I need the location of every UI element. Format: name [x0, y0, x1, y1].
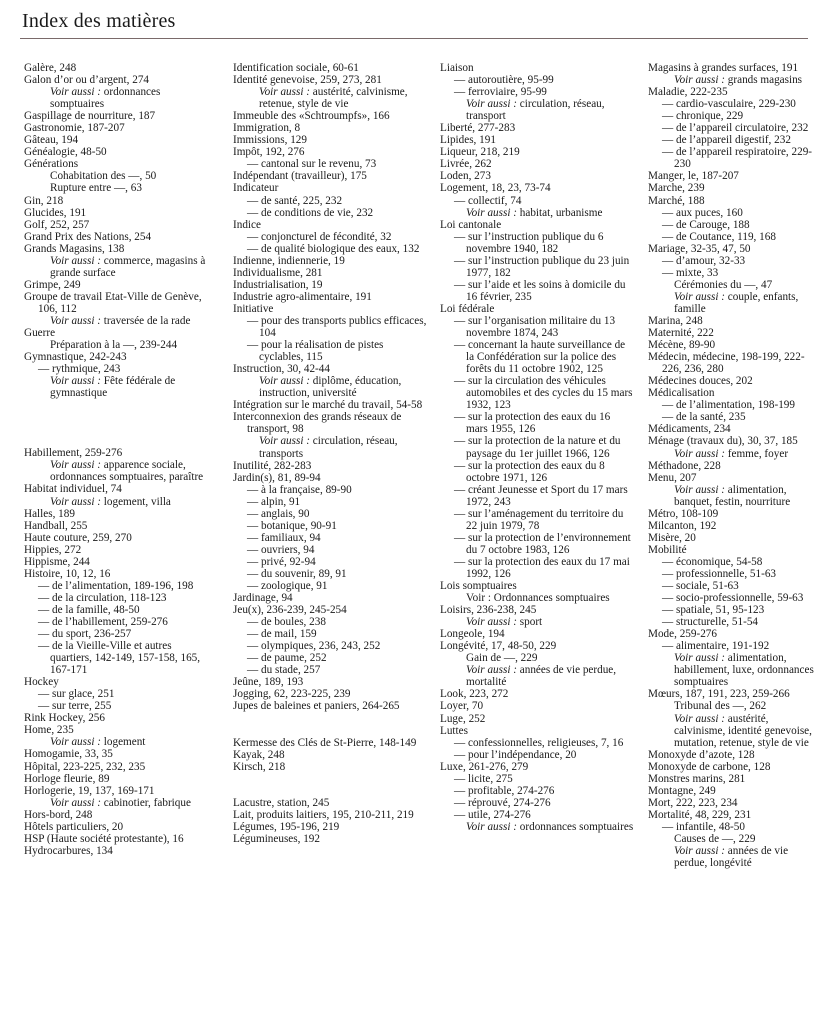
- index-entry: Kirsch, 218: [233, 760, 286, 773]
- index-entry: — aux puces, 160: [662, 206, 743, 219]
- index-entry: Médecines douces, 202: [648, 375, 753, 388]
- index-entry: Instruction, 30, 42-44: [233, 363, 330, 376]
- index-entry: Loden, 273: [440, 170, 491, 183]
- see-also-reference: Voir aussi : circulation, réseau, transport: [466, 98, 605, 123]
- index-entry: — sur l’instruction publique du 6 novembre 1940, 182: [454, 230, 604, 255]
- index-entry: Hippies, 272: [24, 543, 82, 556]
- index-entry: Gastronomie, 187-207: [24, 122, 125, 135]
- index-entry: Médicalisation: [648, 387, 715, 400]
- index-entry: — cardio-vasculaire, 229-230: [662, 98, 796, 111]
- index-entry: — familiaux, 94: [247, 531, 321, 544]
- see-also-reference: Voir aussi : traversée de la rade: [50, 314, 191, 327]
- index-entry: Jardin(s), 81, 89-94: [233, 471, 321, 484]
- index-entry: Individualisme, 281: [233, 266, 323, 279]
- index-entry: Lois somptuaires: [440, 580, 517, 593]
- index-entry: — ouvriers, 94: [247, 543, 315, 556]
- index-entry: Maternité, 222: [648, 327, 714, 340]
- index-entry: — pour la réalisation de pistes cyclables, 115: [247, 339, 384, 364]
- index-entry: Cérémonies du —, 47: [674, 278, 773, 291]
- index-entry: Hôtels particuliers, 20: [24, 820, 124, 833]
- index-entry: — de Coutance, 119, 168: [662, 230, 776, 243]
- see-also-reference: Voir aussi : logement: [50, 736, 146, 749]
- index-entry: Luxe, 261-276, 279: [440, 760, 529, 773]
- index-entry: Loi cantonale: [440, 218, 502, 231]
- index-entry: Préparation à la —, 239-244: [50, 339, 178, 352]
- index-entry: — de la santé, 235: [662, 411, 746, 424]
- index-entry: Gymnastique, 242-243: [24, 351, 127, 364]
- index-entry: Menu, 207: [648, 471, 697, 484]
- index-entry: Identité genevoise, 259, 273, 281: [233, 74, 382, 87]
- index-entry: — privé, 92-94: [247, 555, 316, 568]
- index-entry: — alpin, 91: [247, 495, 301, 508]
- index-entry: Généalogie, 48-50: [24, 146, 107, 159]
- see-also-reference: Voir aussi : commerce, magasins à grande surface: [50, 254, 206, 279]
- see-also-reference: Voir aussi : ordonnances somptuaires: [466, 820, 634, 833]
- index-entry: Kayak, 248: [233, 748, 285, 761]
- index-entry: Manger, le, 187-207: [648, 170, 739, 183]
- index-entry: Rink Hockey, 256: [24, 712, 105, 725]
- index-entry: — socio-professionnelle, 59-63: [662, 592, 804, 605]
- index-entry: — chronique, 229: [662, 110, 744, 123]
- index-entry: Industrialisation, 19: [233, 278, 323, 291]
- see-also-reference: Voir aussi : années de vie perdue, longévité: [674, 845, 789, 870]
- index-entry: — autoroutière, 95-99: [454, 74, 554, 87]
- see-also-reference: Voir aussi : austérité, calvinisme, identité genevoise, mutation, retenue, style de vie: [674, 712, 812, 749]
- index-entry: Lait, produits laitiers, 195, 210-211, 219: [233, 808, 414, 821]
- index-entry: — de conditions de vie, 232: [247, 206, 374, 219]
- index-entry: Monoxyde de carbone, 128: [648, 760, 771, 773]
- index-entry: — de la Vieille-Ville et autres quartiers, 142-149, 157-158, 165, 167-171: [38, 640, 201, 677]
- index-entry: Identification sociale, 60-61: [233, 62, 359, 74]
- index-entry: Immissions, 129: [233, 134, 307, 147]
- index-entry: — spatiale, 51, 95-123: [662, 604, 765, 617]
- index-entry: Grand Prix des Nations, 254: [24, 230, 152, 243]
- index-entry: Méthadone, 228: [648, 459, 721, 472]
- index-entry: Histoire, 10, 12, 16: [24, 567, 111, 580]
- index-entry: Montagne, 249: [648, 784, 716, 797]
- index-entry: Voir : Ordonnances somptuaires: [466, 592, 610, 605]
- index-entry: Interconnexion des grands réseaux de transport, 98: [233, 411, 402, 436]
- see-also-reference: Voir aussi : femme, foyer: [674, 447, 789, 460]
- index-entry: Marche, 239: [648, 182, 705, 195]
- see-also-reference: Voir aussi : apparence sociale, ordonnances somptuaires, paraître: [50, 459, 204, 484]
- see-also-reference: Voir aussi : circulation, réseau, transports: [259, 435, 398, 460]
- index-entry: Galère, 248: [24, 62, 77, 74]
- index-entry: Misère, 20: [648, 531, 696, 544]
- index-entry: Immigration, 8: [233, 122, 301, 135]
- index-entry: Jogging, 62, 223-225, 239: [233, 688, 351, 701]
- index-entry: Look, 223, 272: [440, 688, 509, 701]
- index-entry: Home, 235: [24, 724, 74, 737]
- index-entry: Mode, 259-276: [648, 628, 717, 641]
- index-entry: Gin, 218: [24, 194, 64, 207]
- index-entry: — anglais, 90: [247, 507, 310, 520]
- index-entry: Légumes, 195-196, 219: [233, 820, 340, 833]
- index-entry: — sociale, 51-63: [662, 580, 739, 593]
- index-entry: Initiative: [233, 302, 274, 315]
- index-entry: Médecin, médecine, 198-199, 222-226, 236, 280: [648, 351, 805, 376]
- index-entry: Monoxyde d’azote, 128: [648, 748, 755, 761]
- index-entry: — concernant la haute surveillance de la Confédération sur la police des forêts du 11 octobre 1902, 125: [454, 339, 626, 376]
- index-entry: Loisirs, 236-238, 245: [440, 604, 537, 617]
- index-entry: Milcanton, 192: [648, 519, 717, 532]
- see-also-reference: Voir aussi : couple, enfants, famille: [674, 290, 799, 315]
- index-entry: Jupes de baleines et paniers, 264-265: [233, 700, 400, 713]
- index-entry: Hippisme, 244: [24, 555, 90, 568]
- see-also-reference: Voir aussi : grands magasins: [674, 74, 803, 87]
- index-entry: Médicaments, 234: [648, 423, 731, 436]
- index-entry: Mort, 222, 223, 234: [648, 796, 738, 809]
- index-entry: — sur l’aménagement du territoire du 22 juin 1979, 78: [454, 507, 624, 532]
- index-entry: — de mail, 159: [247, 628, 317, 641]
- index-entry: Industrie agro-alimentaire, 191: [233, 290, 372, 303]
- index-entry: Loyer, 70: [440, 700, 484, 713]
- index-column-4: [648, 62, 814, 869]
- index-entry: Mœurs, 187, 191, 223, 259-266: [648, 688, 790, 701]
- index-entry: — sur la protection des eaux du 8 octobre 1971, 126: [454, 459, 605, 484]
- see-also-reference: Voir aussi : alimentation, banquet, festin, nourriture: [674, 483, 791, 508]
- index-entry: — sur la protection des eaux du 16 mars 1955, 126: [454, 411, 611, 436]
- index-entry: — sur l’instruction publique du 23 juin 1977, 182: [454, 254, 630, 279]
- header-rule: [20, 38, 808, 39]
- index-entry: Horlogerie, 19, 137, 169-171: [24, 784, 155, 797]
- see-also-reference: Voir aussi : logement, villa: [50, 495, 171, 508]
- index-entry: — sur la protection de l’environnement du 7 octobre 1983, 126: [454, 531, 631, 556]
- index-entry: Grimpe, 249: [24, 278, 81, 291]
- index-entry: Handball, 255: [24, 519, 88, 532]
- index-entry: Homogamie, 33, 35: [24, 748, 113, 761]
- index-entry: Inutilité, 282-283: [233, 459, 312, 472]
- page-title: Index des matières: [22, 10, 176, 32]
- index-entry: — pour des transports publics efficaces, 104: [247, 314, 427, 340]
- index-entry: — collectif, 74: [454, 194, 522, 207]
- index-entry: — professionnelle, 51-63: [662, 567, 777, 580]
- see-also-reference: Voir aussi : diplôme, éducation, instruction, université: [259, 375, 402, 400]
- index-column-1: [24, 62, 214, 857]
- index-entry: Causes de —, 229: [674, 833, 756, 845]
- index-entry: Indienne, indiennerie, 19: [233, 254, 345, 267]
- index-entry: Hôpital, 223-225, 232, 235: [24, 760, 146, 773]
- index-entry: Indice: [233, 218, 261, 231]
- index-entry: — du souvenir, 89, 91: [247, 567, 347, 580]
- index-entry: — licite, 275: [454, 772, 513, 785]
- index-entry: — du sport, 236-257: [38, 628, 132, 641]
- index-entry: — infantile, 48-50: [662, 820, 745, 833]
- see-also-reference: Voir aussi : alimentation, habillement, luxe, ordonnances somptuaires: [674, 652, 814, 689]
- index-entry: — économique, 54-58: [662, 555, 763, 568]
- index-entry: — de Carouge, 188: [662, 218, 750, 231]
- index-entry: Immeuble des «Schtroumpfs», 166: [233, 110, 390, 123]
- index-entry: Cohabitation des —, 50: [50, 170, 157, 183]
- index-entry: Longeole, 194: [440, 628, 505, 641]
- index-entry: Kermesse des Clés de St-Pierre, 148-149: [233, 736, 417, 749]
- index-entry: Mobilité: [648, 543, 687, 556]
- index-entry: — de l’appareil respiratoire, 229-230: [662, 146, 813, 171]
- index-entry: HSP (Haute société protestante), 16: [24, 832, 184, 845]
- index-entry: — de santé, 225, 232: [247, 194, 343, 207]
- index-entry: — de l’alimentation, 189-196, 198: [38, 579, 194, 592]
- index-entry: — de paume, 252: [247, 652, 327, 665]
- index-entry: Impôt, 192, 276: [233, 146, 305, 159]
- see-also-reference: Voir aussi : sport: [466, 616, 543, 629]
- index-entry: Maladie, 222-235: [648, 86, 728, 99]
- index-entry: Golf, 252, 257: [24, 218, 90, 231]
- see-also-reference: Voir aussi : habitat, urbanisme: [466, 206, 603, 219]
- index-entry: Ménage (travaux du), 30, 37, 185: [648, 435, 798, 448]
- index-entry: Indicateur: [233, 182, 279, 195]
- index-entry: Liaison: [440, 62, 474, 74]
- index-entry: Marina, 248: [648, 314, 703, 327]
- index-entry: Mortalité, 48, 229, 231: [648, 808, 752, 821]
- index-entry: Tribunal des —, 262: [674, 700, 767, 713]
- index-entry: Guerre: [24, 327, 56, 340]
- index-entry: — sur glace, 251: [38, 688, 115, 701]
- index-entry: — mixte, 33: [662, 266, 719, 279]
- index-entry: Haute couture, 259, 270: [24, 531, 132, 544]
- index-entry: — de l’alimentation, 198-199: [662, 399, 795, 412]
- see-also-reference: Voir aussi : cabinotier, fabrique: [50, 796, 191, 809]
- index-entry: — conjoncturel de fécondité, 32: [247, 230, 392, 243]
- index-entry: — de qualité biologique des eaux, 132: [247, 242, 420, 255]
- index-entry: Luge, 252: [440, 712, 486, 725]
- index-entry: Livrée, 262: [440, 158, 492, 171]
- index-entry: Jeûne, 189, 193: [233, 676, 304, 689]
- index-entry: Mécène, 89-90: [648, 339, 716, 352]
- index-entry: — sur la protection des eaux du 17 mai 1992, 126: [454, 555, 630, 580]
- index-entry: — zoologique, 91: [247, 580, 328, 593]
- index-entry: — du stade, 257: [247, 664, 321, 677]
- index-entry: — de boules, 238: [247, 616, 326, 629]
- index-entry: — de l’appareil circulatoire, 232: [662, 122, 809, 135]
- index-entry: Monstres marins, 281: [648, 772, 746, 785]
- index-entry: Intégration sur le marché du travail, 54-58: [233, 399, 423, 412]
- index-entry: Loi fédérale: [440, 302, 495, 315]
- index-entry: Horloge fleurie, 89: [24, 772, 110, 785]
- index-entry: — réprouvé, 274-276: [454, 796, 551, 809]
- index-entry: — sur terre, 255: [38, 700, 112, 713]
- index-entry: Liberté, 277-283: [440, 122, 516, 135]
- index-entry: Magasins à grandes surfaces, 191: [648, 62, 799, 74]
- index-entry: — structurelle, 51-54: [662, 616, 759, 629]
- index-entry: — à la française, 89-90: [247, 483, 352, 496]
- see-also-reference: Voir aussi : années de vie perdue, mortalité: [466, 664, 617, 689]
- index-column-2: [233, 62, 429, 845]
- index-entry: — olympiques, 236, 243, 252: [247, 640, 381, 653]
- index-entry: — pour l’indépendance, 20: [454, 748, 577, 761]
- index-entry: — cantonal sur le revenu, 73: [247, 158, 377, 171]
- index-entry: — sur la circulation des véhicules automobiles et des cycles du 15 mars 1932, 123: [454, 375, 633, 412]
- index-entry: Gaspillage de nourriture, 187: [24, 110, 156, 123]
- index-entry: Hydrocarbures, 134: [24, 844, 113, 857]
- index-entry: — créant Jeunesse et Sport du 17 mars 1972, 243: [454, 483, 628, 508]
- index-entry: Habillement, 259-276: [24, 447, 123, 460]
- index-entry: Gain de —, 229: [466, 652, 538, 665]
- index-entry: — sur l’organisation militaire du 13 novembre 1874, 243: [454, 314, 616, 340]
- index-entry: Légumineuses, 192: [233, 832, 320, 845]
- index-entry: Luttes: [440, 724, 468, 737]
- index-entry: — alimentaire, 191-192: [662, 640, 770, 653]
- index-entry: Groupe de travail Etat-Ville de Genève, 106, 112: [24, 290, 202, 315]
- index-entry: Métro, 108-109: [648, 507, 719, 520]
- index-entry: — d’amour, 32-33: [662, 254, 746, 267]
- see-also-reference: Voir aussi : ordonnances somptuaires: [50, 86, 161, 111]
- index-entry: — ferroviaire, 95-99: [454, 86, 547, 99]
- index-entry: Lacustre, station, 245: [233, 796, 330, 809]
- index-entry: Rupture entre —, 63: [50, 182, 142, 195]
- index-entry: Halles, 189: [24, 507, 75, 520]
- index-entry: — sur l’aide et les soins à domicile du 16 février, 235: [454, 278, 626, 303]
- index-entry: — botanique, 90-91: [247, 519, 337, 532]
- index-entry: Jeu(x), 236-239, 245-254: [233, 604, 347, 617]
- index-entry: Marché, 188: [648, 194, 705, 207]
- index-entry: — de l’habillement, 259-276: [38, 615, 168, 628]
- index-column-3: [440, 62, 634, 833]
- index-entry: Hockey: [24, 676, 59, 689]
- index-entry: — rythmique, 243: [38, 363, 121, 376]
- index-entry: — utile, 274-276: [454, 808, 531, 821]
- index-entry: — confessionnelles, religieuses, 7, 16: [454, 736, 624, 749]
- index-entry: Grands Magasins, 138: [24, 242, 125, 255]
- index-entry: Longévité, 17, 48-50, 229: [440, 640, 557, 653]
- index-entry: — profitable, 274-276: [454, 784, 555, 797]
- index-entry: Glucides, 191: [24, 206, 87, 219]
- index-entry: Habitat individuel, 74: [24, 483, 122, 496]
- index-entry: — sur la protection de la nature et du paysage du 1er juillet 1966, 126: [454, 435, 621, 460]
- index-entry: Mariage, 32-35, 47, 50: [648, 242, 751, 255]
- index-entry: Lipides, 191: [440, 134, 496, 147]
- index-entry: Gâteau, 194: [24, 134, 79, 147]
- index-entry: Logement, 18, 23, 73-74: [440, 182, 551, 195]
- index-entry: Galon d’or ou d’argent, 274: [24, 74, 150, 87]
- index-entry: Indépendant (travailleur), 175: [233, 170, 367, 183]
- index-entry: — de la circulation, 118-123: [38, 591, 167, 604]
- index-entry: — de la famille, 48-50: [38, 603, 140, 616]
- index-entry: Liqueur, 218, 219: [440, 146, 520, 159]
- index-entry: Hors-bord, 248: [24, 808, 93, 821]
- index-entry: Jardinage, 94: [233, 592, 293, 605]
- index-entry: — de l’appareil digestif, 232: [662, 134, 791, 147]
- index-entry: Générations: [24, 158, 79, 171]
- see-also-reference: Voir aussi : Fête fédérale de gymnastique: [50, 375, 176, 400]
- see-also-reference: Voir aussi : austérité, calvinisme, retenue, style de vie: [259, 86, 408, 111]
